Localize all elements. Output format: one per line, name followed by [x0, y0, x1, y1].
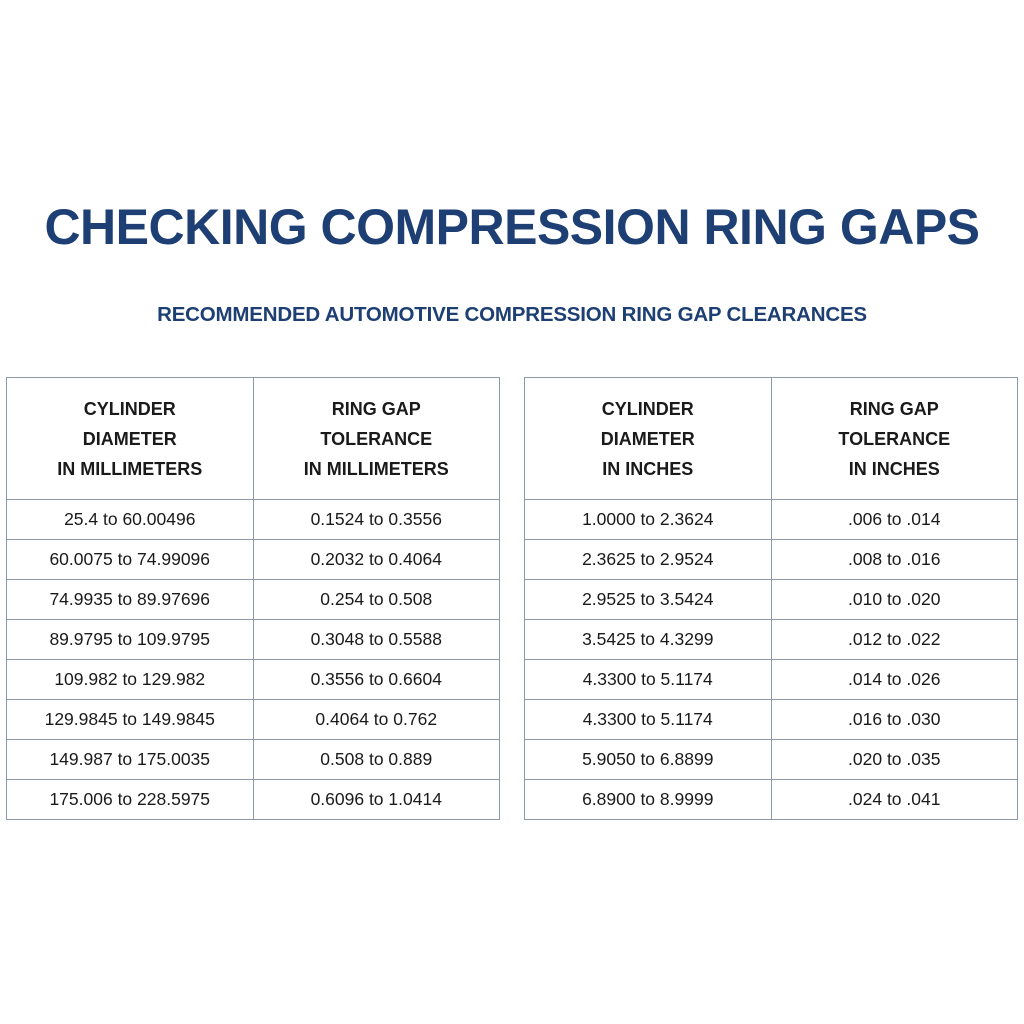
cell-diameter: 129.9845 to 149.9845	[7, 700, 254, 740]
tables-container	[0, 377, 1024, 820]
cell-diameter: 6.8900 to 8.9999	[525, 780, 772, 820]
header-line: CYLINDER	[601, 398, 694, 419]
page-title: CHECKING COMPRESSION RING GAPS	[44, 199, 980, 255]
cell-diameter: 2.9525 to 3.5424	[525, 580, 772, 620]
imperial-ring-gap-table	[524, 377, 1018, 820]
cell-diameter: 74.9935 to 89.97696	[7, 580, 254, 620]
table-row	[525, 660, 1018, 700]
table-row	[525, 740, 1018, 780]
header-line: RING GAP	[331, 398, 421, 419]
page-subtitle: RECOMMENDED AUTOMOTIVE COMPRESSION RING GAP CLEARANCES	[157, 303, 867, 326]
cell-tolerance: .006 to .014	[771, 500, 1018, 540]
cell-diameter: 25.4 to 60.00496	[7, 500, 254, 540]
cell-tolerance: .010 to .020	[771, 580, 1018, 620]
table-row	[7, 620, 500, 660]
table-row	[525, 780, 1018, 820]
table-row	[525, 620, 1018, 660]
cell-tolerance: 0.1524 to 0.3556	[253, 500, 500, 540]
table-row	[7, 780, 500, 820]
cell-diameter: 4.3300 to 5.1174	[525, 660, 772, 700]
cell-tolerance: .024 to .041	[771, 780, 1018, 820]
cell-diameter: 5.9050 to 6.8899	[525, 740, 772, 780]
table-row	[525, 700, 1018, 740]
header-line: DIAMETER	[82, 428, 177, 449]
cell-tolerance: 0.254 to 0.508	[253, 580, 500, 620]
metric-ring-gap-table	[6, 377, 500, 820]
cell-tolerance: 0.2032 to 0.4064	[253, 540, 500, 580]
header-line: TOLERANCE	[320, 428, 433, 449]
cell-diameter: 3.5425 to 4.3299	[525, 620, 772, 660]
table-row	[7, 740, 500, 780]
header-line: TOLERANCE	[838, 428, 951, 449]
cell-diameter: 149.987 to 175.0035	[7, 740, 254, 780]
cell-diameter: 175.006 to 228.5975	[7, 780, 254, 820]
table-row	[7, 540, 500, 580]
header-line: CYLINDER	[83, 398, 176, 419]
cell-tolerance: .020 to .035	[771, 740, 1018, 780]
table-row	[7, 660, 500, 700]
column-header-cylinder-diameter-mm	[7, 378, 254, 500]
table-row	[525, 540, 1018, 580]
cell-diameter: 2.3625 to 2.9524	[525, 540, 772, 580]
header-line: IN MILLIMETERS	[57, 458, 203, 479]
header-line: IN MILLIMETERS	[303, 458, 449, 479]
table-row	[7, 500, 500, 540]
cell-diameter: 60.0075 to 74.99096	[7, 540, 254, 580]
header-line: RING GAP	[849, 398, 939, 419]
cell-tolerance: .014 to .026	[771, 660, 1018, 700]
column-header-ring-gap-tolerance-mm	[253, 378, 500, 500]
header-line: DIAMETER	[600, 428, 695, 449]
cell-diameter: 109.982 to 129.982	[7, 660, 254, 700]
column-header-ring-gap-tolerance-in	[771, 378, 1018, 500]
table-header-row	[7, 378, 500, 500]
cell-tolerance: 0.508 to 0.889	[253, 740, 500, 780]
cell-diameter: 4.3300 to 5.1174	[525, 700, 772, 740]
table-row	[7, 580, 500, 620]
table-row	[7, 700, 500, 740]
cell-tolerance: 0.3048 to 0.5588	[253, 620, 500, 660]
cell-tolerance: .012 to .022	[771, 620, 1018, 660]
header-line: IN INCHES	[848, 458, 940, 479]
cell-diameter: 89.9795 to 109.9795	[7, 620, 254, 660]
cell-diameter: 1.0000 to 2.3624	[525, 500, 772, 540]
cell-tolerance: 0.6096 to 1.0414	[253, 780, 500, 820]
table-row	[525, 500, 1018, 540]
cell-tolerance: .008 to .016	[771, 540, 1018, 580]
header-line: IN INCHES	[602, 458, 694, 479]
table-row	[525, 580, 1018, 620]
table-header-row	[525, 378, 1018, 500]
cell-tolerance: 0.3556 to 0.6604	[253, 660, 500, 700]
cell-tolerance: .016 to .030	[771, 700, 1018, 740]
cell-tolerance: 0.4064 to 0.762	[253, 700, 500, 740]
column-header-cylinder-diameter-in	[525, 378, 772, 500]
